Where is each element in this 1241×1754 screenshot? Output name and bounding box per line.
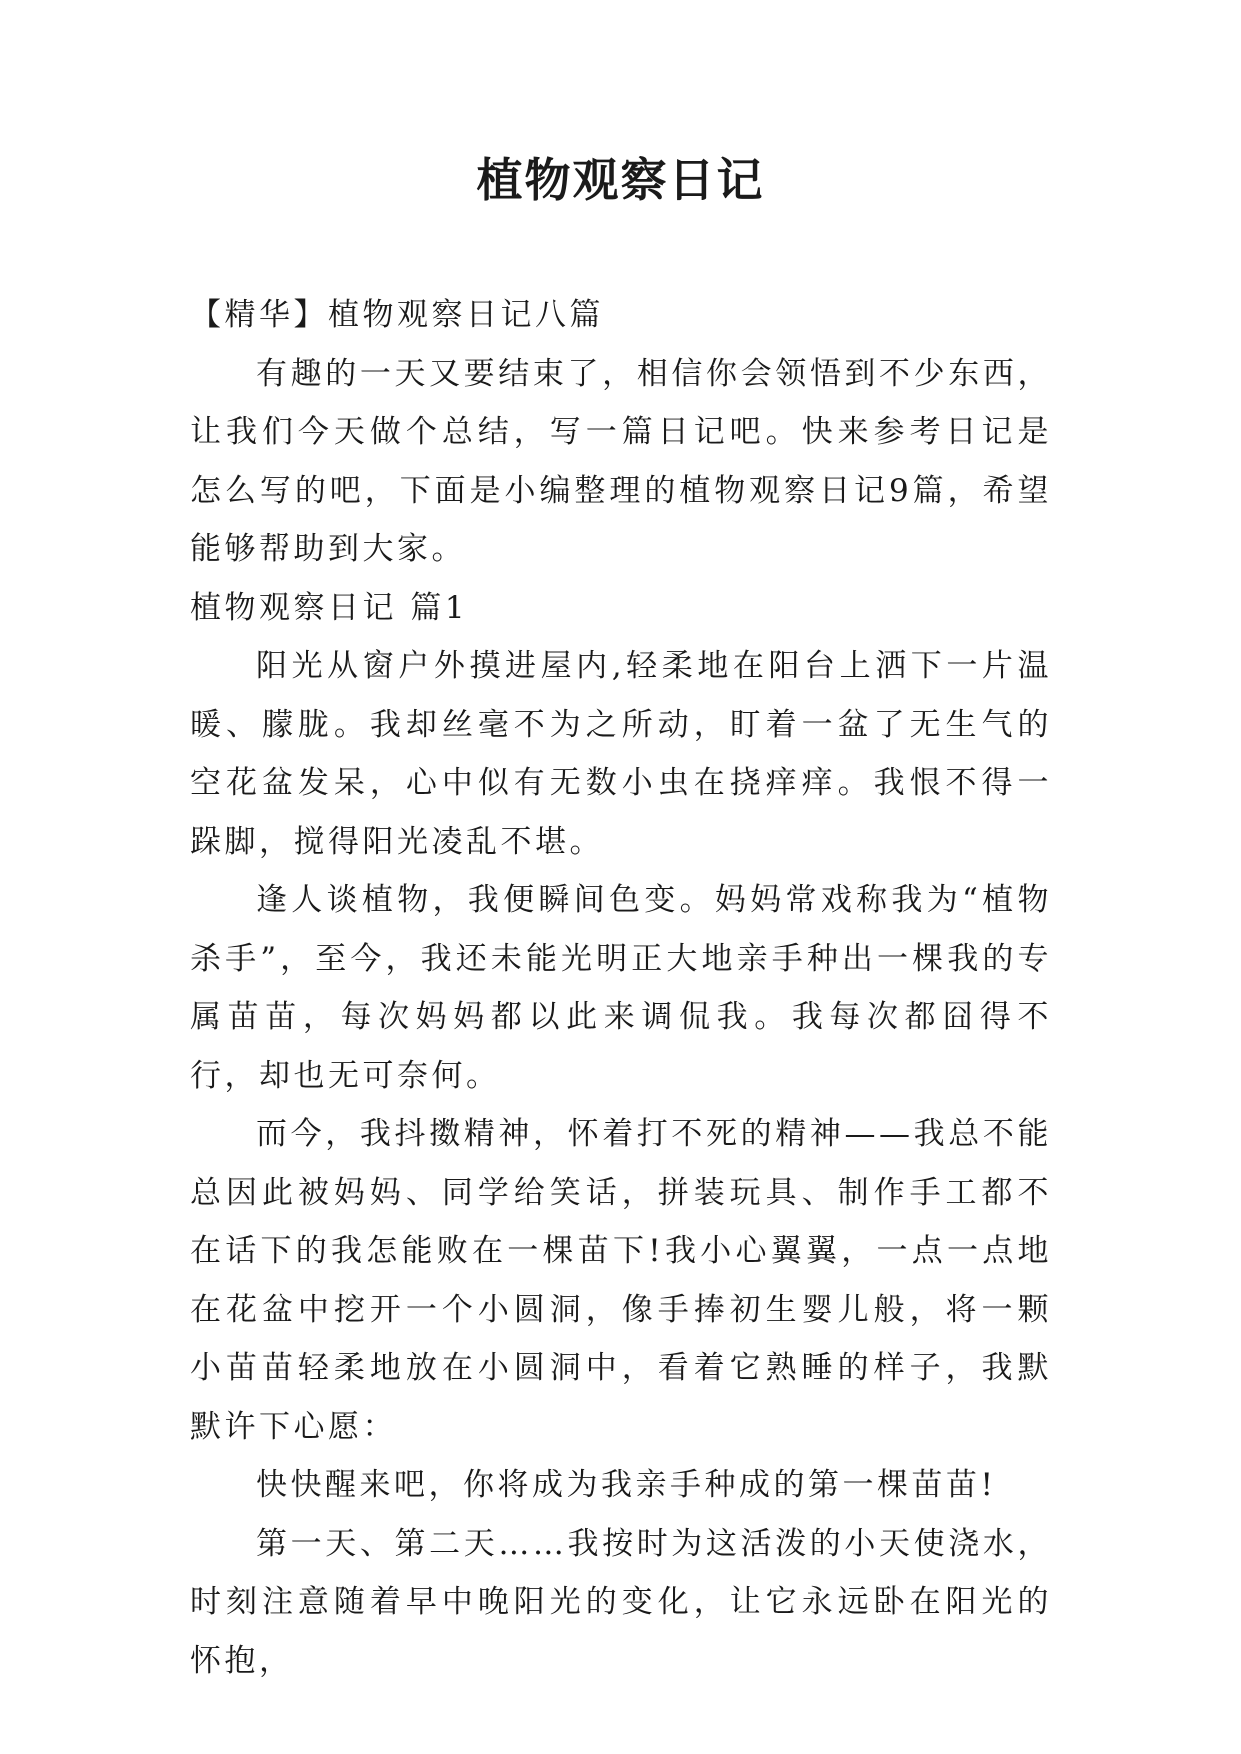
document-title: 植物观察日记 [476,153,765,207]
body-paragraph: 第一天、第二天……我按时为这活泼的小天使浇水，时刻注意随着早中晚阳光的变化，让它永远卧在阳光的怀抱， [190,1525,1052,1679]
body-paragraph: 逢人谈植物，我便瞬间色变。妈妈常戏称我为“植物杀手”，至今，我还未能光明正大地亲手种出一棵我的专属苗苗，每次妈妈都以此来调侃我。我每次都囧得不行，却也无可奈何。 [190,882,1052,1094]
document-subtitle: 【精华】植物观察日记八篇 [190,297,604,333]
body-paragraph: 快快醒来吧，你将成为我亲手种成的第一棵苗苗! [256,1467,997,1503]
body-paragraph: 阳光从窗户外摸进屋内,轻柔地在阳台上洒下一片温暖、朦胧。我却丝毫不为之所动，盯着一盆了无生气的空花盆发呆，心中似有无数小虫在挠痒痒。我恨不得一跺脚，搅得阳光凌乱不堪。 [190,648,1052,860]
intro-paragraph: 有趣的一天又要结束了，相信你会领悟到不少东西，让我们今天做个总结，写一篇日记吧。快来参考日记是怎么写的吧，下面是小编整理的植物观察日记9篇，希望能够帮助到大家。 [190,355,1052,567]
document-body [190,286,1052,1690]
body-paragraph: 而今，我抖擞精神，怀着打不死的精神——我总不能总因此被妈妈、同学给笑话，拼装玩具、制作手工都不在话下的我怎能败在一棵苗下!我小心翼翼，一点一点地在花盆中挖开一个小圆洞，像手捧初生婴儿般，将一颗小苗苗轻柔地放在小圆洞中，看着它熟睡的样子，我默默许下心愿： [190,1116,1052,1445]
section-heading: 植物观察日记 篇1 [190,589,469,626]
